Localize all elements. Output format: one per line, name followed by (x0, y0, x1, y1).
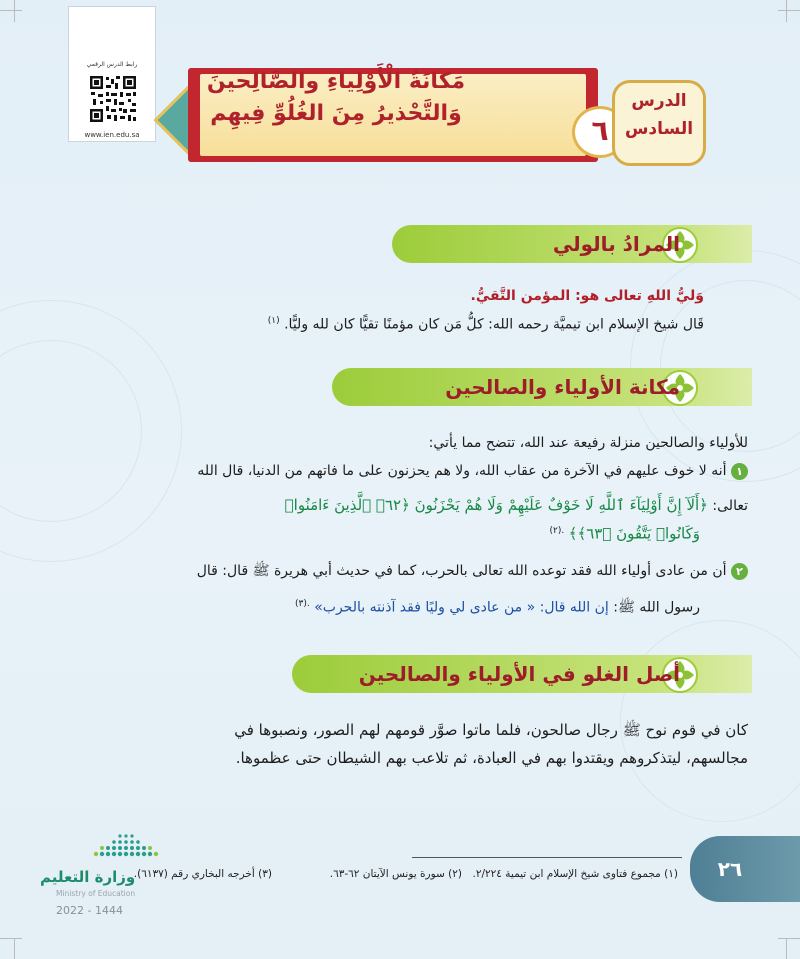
quote-text: قَال شيخ الإسلام ابن تيميَّة رحمه الله: كلُّ مَن كان مؤمنًا تقيًّا كان لله وليًّا. (284, 316, 704, 333)
qr-url[interactable]: www.ien.edu.sa (84, 131, 140, 139)
footnote-divider (412, 857, 682, 858)
point-number-2: ٢ (731, 563, 748, 580)
quran-lead: تعالى: (712, 498, 748, 514)
lesson-badge (612, 80, 706, 166)
lesson-number: ٦ (572, 106, 628, 158)
crop-mark (14, 938, 15, 959)
footnote-ref: .(٣) (295, 599, 310, 609)
footnote-3: (٣) أخرجه البخاري رقم (٦١٣٧). (133, 868, 272, 880)
page-number-tab (690, 836, 800, 902)
ghuluw-paragraph-line1: كان في قوم نوح ﷺ رجال صالحون، فلما ماتوا صوَّر قومهم لهم الصور، ونصبوها في (234, 721, 748, 739)
lesson-title (206, 66, 466, 130)
quran-verse-part2: وَكَانُوا۟ يَتَّقُونَ ﴿٦٣﴾﴾ (568, 524, 700, 543)
crop-mark (0, 938, 22, 939)
ministry-name-en: Ministry of Education (56, 889, 136, 898)
qr-caption: رابط الدرس الرقمي (86, 61, 138, 68)
ghuluw-paragraph-line2: مجالسهم، ليتذكروهم ويقتدوا بهم في العبادة، ثم تلاعب بهم الشيطان حتى عظموها. (235, 749, 748, 767)
status-intro: للأولياء والصالحين منزلة رفيعة عند الله، تتضح مما يأتي: (428, 435, 748, 451)
lesson-ordinal: السادس (624, 119, 694, 139)
lesson-banner (178, 60, 608, 170)
section-title: مكانة الأولياء والصالحين (445, 375, 680, 399)
point-1-line3 (50, 520, 700, 546)
crop-mark (786, 0, 787, 22)
ministry-year: 2022 - 1444 (56, 904, 123, 917)
point-2-line1 (48, 560, 748, 582)
crop-mark (778, 938, 800, 939)
ministry-logo-icon (62, 832, 180, 862)
crop-mark (778, 10, 800, 11)
point-1-line2 (48, 494, 748, 517)
qr-code-icon[interactable] (89, 75, 137, 123)
point-1-text: أنه لا خوف عليهم في الآخرة من عقاب الله، ولا هم يحزنون على ما فاتهم من الدنيا، قال الله (197, 463, 727, 479)
point-2-line2 (50, 593, 700, 619)
quran-verse-part1: ﴿أَلَآ إِنَّ أَوْلِيَآءَ ٱللَّهِ لَا خَوْفٌ عَلَيْهِمْ وَلَا هُمْ يَحْزَنُونَ ﴿٦٢﴾ ٱلَّذِينَ ءَامَنُوا۟ (284, 496, 708, 514)
crop-mark (786, 938, 787, 959)
section-title: المرادُ بالولي (552, 232, 680, 256)
ibn-taymiyyah-quote (44, 310, 704, 336)
page-number: ٢٦ (717, 857, 743, 881)
point-2-text: أن من عادى أولياء الله فقد توعده الله تعالى بالحرب، كما في حديث أبي هريرة ﷺ قال: قال (196, 563, 727, 579)
crop-mark (0, 10, 22, 11)
section-header-origin-of-ghuluw (0, 655, 800, 695)
lesson-word: الدرس (631, 91, 687, 111)
section-header-status-of-awliya (0, 368, 800, 408)
footnote-ref: (١) (267, 316, 280, 326)
lesson-title-line1: مَكانَةُ الْأَوْلِياءِ والصَّالِحينَ (206, 69, 466, 94)
crop-mark (14, 0, 15, 22)
lesson-title-line2: وَالتَّحْذيرُ مِنَ الغُلُوِّ فِيهِم (210, 101, 462, 126)
hadith-text: إن الله قال: « من عادى لي وليًا فقد آذنته بالحرب» (314, 599, 609, 616)
footnote-1: (١) مجموع فتاوى شيخ الإسلام ابن تيمية ٢/٢٢٤. (472, 868, 678, 880)
section-header-meaning-of-wali (0, 225, 800, 265)
ministry-name-ar: وزارة التعليم (40, 868, 136, 886)
hadith-lead: رسول الله ﷺ: (613, 599, 700, 616)
qr-card[interactable] (68, 6, 156, 142)
wali-definition: وَليُّ اللهِ تعالى هو: المؤمن التَّقيُّ. (470, 288, 704, 304)
footnote-ref: .(٢) (549, 526, 565, 536)
point-number-1: ١ (731, 463, 748, 480)
point-1-line1 (48, 460, 748, 482)
section-title: أصل الغلو في الأولياء والصالحين (358, 662, 680, 686)
footnote-2: (٢) سورة يونس الآيتان ٦٢-٦٣. (329, 868, 462, 880)
